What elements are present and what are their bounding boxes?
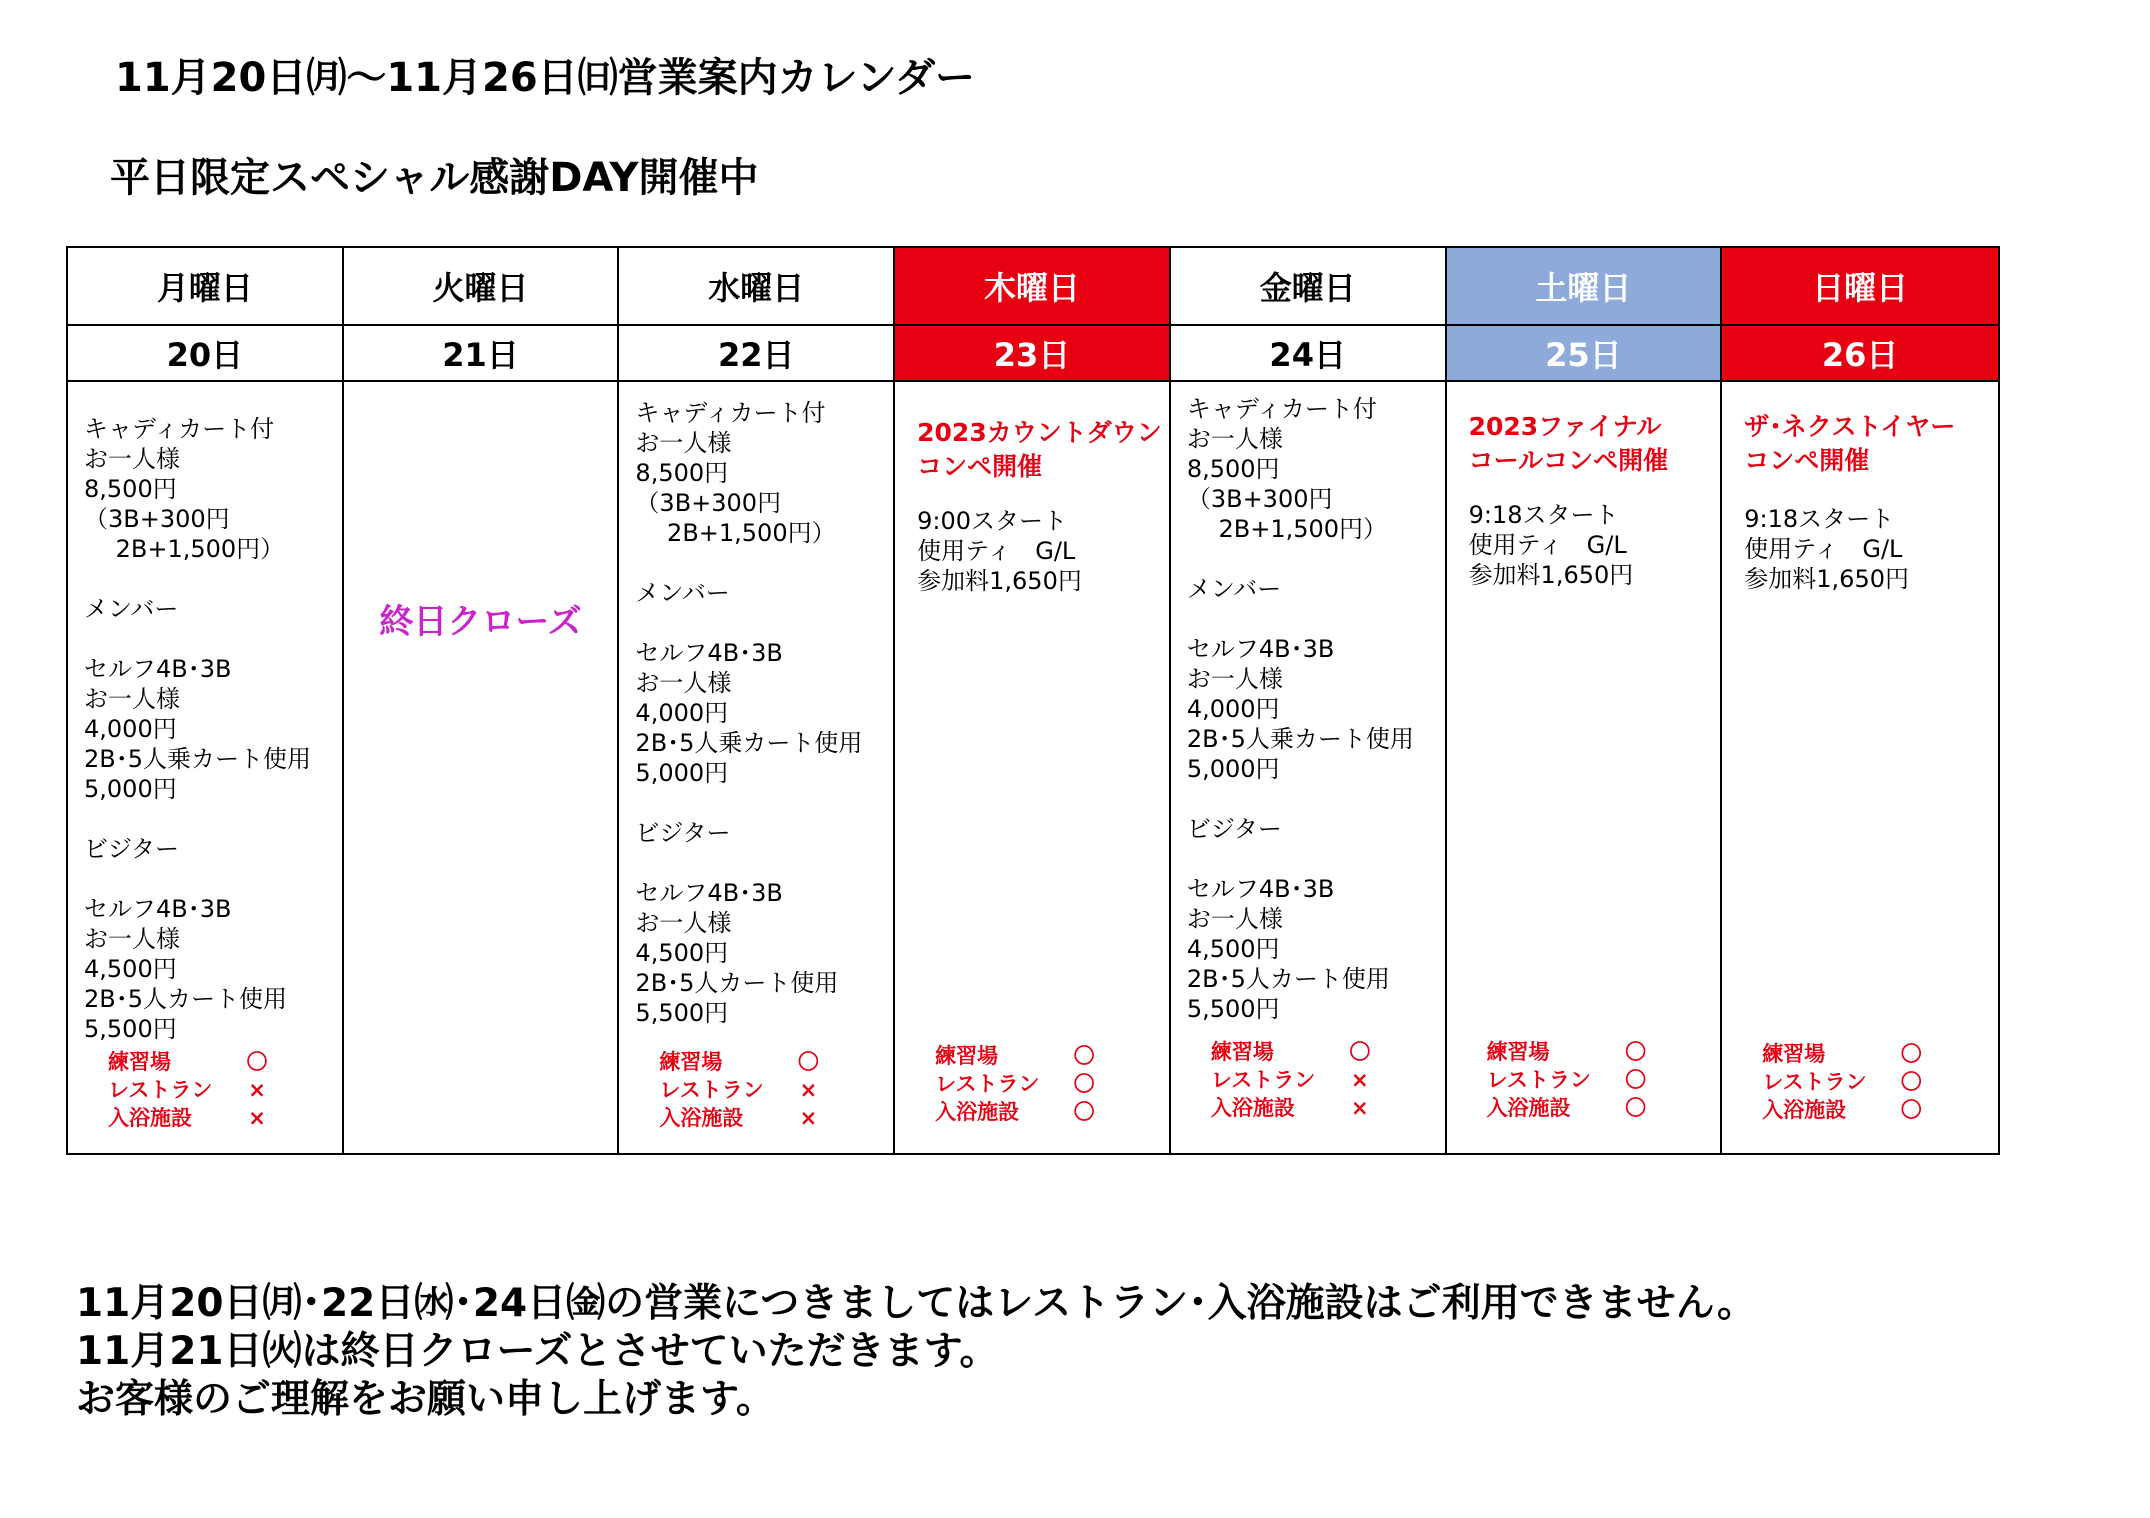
facility-name: 入浴施設: [935, 1100, 1020, 1124]
facility-row: [108, 1104, 268, 1132]
facility-name: レストラン: [659, 1078, 764, 1102]
facility-mark: 〇: [1900, 1098, 1922, 1122]
facility-mark: ×: [799, 1106, 818, 1130]
facility-name: 入浴施設: [1762, 1098, 1847, 1122]
facility-row: [1211, 1094, 1371, 1122]
facility-mark: 〇: [797, 1050, 819, 1074]
event-title: 2023カウントダウン コンペ開催: [917, 418, 1162, 481]
facility-mark: 〇: [1900, 1070, 1922, 1094]
day-cell-mon: [68, 382, 344, 1153]
closed-label: 終日クローズ: [379, 602, 582, 642]
date-24: 24日: [1171, 326, 1447, 382]
date-21: 21日: [344, 326, 620, 382]
facility-row: [935, 1098, 1095, 1126]
facility-name: レストラン: [935, 1072, 1040, 1096]
facility-row: [659, 1048, 819, 1076]
weekday-thu: 木曜日: [895, 248, 1171, 326]
facility-name: レストラン: [1486, 1068, 1591, 1092]
date-20: 20日: [68, 326, 344, 382]
day-cell-tue: [344, 382, 620, 1153]
notice-line-2: 11月21日㈫は終日クローズとさせていただきます。: [76, 1329, 999, 1374]
facility-mark: ×: [1351, 1096, 1369, 1120]
facility-name: レストラン: [108, 1078, 213, 1102]
facility-mark: 〇: [1073, 1100, 1095, 1124]
facility-status: [659, 1048, 819, 1132]
day-cell-sun: [1722, 382, 1998, 1153]
facility-name: 練習場: [935, 1044, 999, 1068]
day-cell-sat: [1447, 382, 1723, 1153]
facility-name: 入浴施設: [1486, 1096, 1571, 1120]
facility-row: [1487, 1066, 1647, 1094]
facility-mark: 〇: [246, 1050, 268, 1074]
notice-line-3: お客様のご理解をお願い申し上げます。: [76, 1377, 775, 1422]
facility-mark: 〇: [1625, 1068, 1647, 1092]
date-25: 25日: [1447, 326, 1723, 382]
weekday-wed: 水曜日: [619, 248, 895, 326]
facility-name: 練習場: [1762, 1042, 1826, 1066]
weekday-fri: 金曜日: [1171, 248, 1447, 326]
date-22: 22日: [619, 326, 895, 382]
facility-status: [1487, 1038, 1647, 1122]
facility-row: [1762, 1068, 1922, 1096]
facility-mark: 〇: [1073, 1072, 1095, 1096]
page-title: 11月20日㈪〜11月26日㈰営業案内カレンダー: [115, 55, 976, 101]
facility-row: [935, 1070, 1095, 1098]
facility-status: [1762, 1040, 1922, 1124]
day-cell-wed: [619, 382, 895, 1153]
facility-row: [1211, 1066, 1371, 1094]
facility-name: レストラン: [1762, 1070, 1867, 1094]
weekday-sun: 日曜日: [1722, 248, 1998, 326]
date-26: 26日: [1722, 326, 1998, 382]
facility-row: [1211, 1038, 1371, 1066]
facility-mark: ×: [248, 1078, 266, 1102]
weekday-mon: 月曜日: [68, 248, 344, 326]
price-plan: キャディカート付 お一人様 8,500円 （3B+300円 2B+1,500円） メンバー セルフ4B･3B お一人様 4,000円 2B･5人乗カート使用 5,000円 ビジター セルフ4B･3B お一人様 4,500円 2B･5人カート使用 5,500円: [84, 415, 312, 1043]
page-subtitle: 平日限定スペシャル感謝DAY開催中: [110, 155, 759, 201]
facility-mark: 〇: [1625, 1040, 1647, 1064]
facility-row: [659, 1104, 819, 1132]
event-title: ザ･ネクストイヤー コンペ開催: [1744, 412, 1956, 475]
facility-name: 入浴施設: [659, 1106, 744, 1130]
facility-mark: 〇: [1073, 1044, 1095, 1068]
facility-mark: 〇: [1625, 1096, 1647, 1120]
facility-row: [1487, 1038, 1647, 1066]
weekday-sat: 土曜日: [1447, 248, 1723, 326]
facility-name: 練習場: [659, 1050, 723, 1074]
facility-name: 練習場: [1210, 1040, 1274, 1064]
day-cell-fri: [1171, 382, 1447, 1153]
date-23: 23日: [895, 326, 1171, 382]
facility-name: レストラン: [1210, 1068, 1316, 1092]
facility-status: [108, 1048, 268, 1132]
facility-mark: ×: [1351, 1068, 1369, 1092]
facility-mark: ×: [248, 1106, 266, 1130]
facility-mark: ×: [799, 1078, 818, 1102]
notice-line-1: 11月20日㈪･22日㈬･24日㈮の営業につきましてはレストラン･入浴施設はご利用できません。: [76, 1281, 1756, 1326]
day-cell-thu: [895, 382, 1171, 1153]
facility-status: [1211, 1038, 1371, 1122]
event-detail: 9:00スタート 使用ティ G/L 参加料1,650円: [917, 507, 1082, 595]
event-detail: 9:18スタート 使用ティ G/L 参加料1,650円: [1468, 501, 1634, 589]
facility-row: [659, 1076, 819, 1104]
event-detail: 9:18スタート 使用ティ G/L 参加料1,650円: [1744, 505, 1909, 593]
price-plan: キャディカート付 お一人様 8,500円 （3B+300円 2B+1,500円） メンバー セルフ4B･3B お一人様 4,000円 2B･5人乗カート使用 5,000円 ビジター セルフ4B･3B お一人様 4,500円 2B･5人カート使用 5,500円: [1186, 395, 1414, 1023]
facility-row: [108, 1076, 268, 1104]
facility-row: [108, 1048, 268, 1076]
price-plan: キャディカート付 お一人様 8,500円 （3B+300円 2B+1,500円） メンバー セルフ4B･3B お一人様 4,000円 2B･5人乗カート使用 5,000円 ビジター セルフ4B･3B お一人様 4,500円 2B･5人カート使用 5,500円: [635, 399, 863, 1027]
facility-name: 入浴施設: [108, 1106, 192, 1130]
facility-row: [1487, 1094, 1647, 1122]
facility-status: [935, 1042, 1095, 1126]
facility-mark: 〇: [1900, 1042, 1922, 1066]
weekday-tue: 火曜日: [344, 248, 620, 326]
facility-name: 練習場: [1486, 1040, 1550, 1064]
facility-row: [1762, 1040, 1922, 1068]
facility-row: [1762, 1096, 1922, 1124]
facility-name: 入浴施設: [1210, 1096, 1295, 1120]
facility-name: 練習場: [108, 1050, 171, 1074]
event-title: 2023ファイナル コールコンペ開催: [1468, 412, 1669, 475]
business-calendar: [66, 246, 2000, 1155]
facility-mark: 〇: [1349, 1040, 1371, 1064]
facility-row: [935, 1042, 1095, 1070]
